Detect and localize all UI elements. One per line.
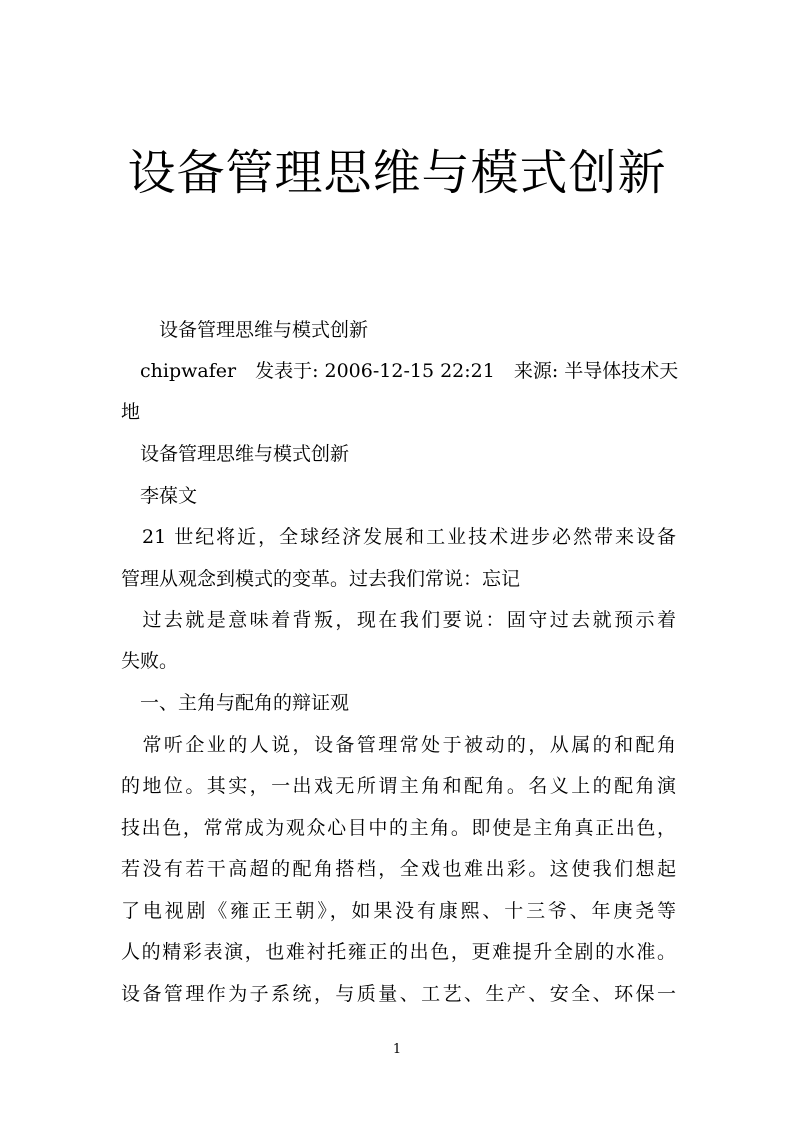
paragraph-line: 常听企业的人说，设备管理常处于被动的，从属的和配角 xyxy=(121,734,676,756)
paragraph-line: 的地位。其实，一出戏无所谓主角和配角。名义上的配角演 xyxy=(121,775,676,797)
section-heading: 一、主角与配角的辩证观 xyxy=(121,692,350,714)
document-title: 设备管理思维与模式创新 xyxy=(127,145,667,201)
article-title-line: 设备管理思维与模式创新 xyxy=(121,443,350,465)
paragraph-line: 若没有若干高超的配角搭档，全戏也难出彩。这使我们想起 xyxy=(121,858,676,880)
author-line: 李葆文 xyxy=(121,485,198,507)
byline-line-continued: 地 xyxy=(121,401,141,423)
paragraph-line: 失败。 xyxy=(121,650,179,672)
paragraph-line: 管理从观念到模式的变革。过去我们常说：忘记 xyxy=(121,568,521,590)
paragraph-line: 技出色，常常成为观众心目中的主角。即使是主角真正出色， xyxy=(121,817,676,839)
byline-line: chipwafer 发表于: 2006-12-15 22:21 来源: 半导体技术天 xyxy=(121,360,679,382)
paragraph-line: 了电视剧《雍正王朝》，如果没有康熙、十三爷、年庚尧等 xyxy=(121,900,676,922)
paragraph-line: 21 世纪将近，全球经济发展和工业技术进步必然带来设备 xyxy=(121,526,676,548)
paragraph-line: 过去就是意味着背叛，现在我们要说：固守过去就预示着 xyxy=(121,609,676,631)
paragraph-line: 人的精彩表演，也难衬托雍正的出色，更难提升全剧的水准。 xyxy=(121,941,676,963)
paragraph-line: 设备管理作为子系统，与质量、工艺、生产、安全、环保一 xyxy=(121,983,676,1005)
subtitle-line: 设备管理思维与模式创新 xyxy=(121,319,369,341)
page-number: 1 xyxy=(392,1042,402,1057)
